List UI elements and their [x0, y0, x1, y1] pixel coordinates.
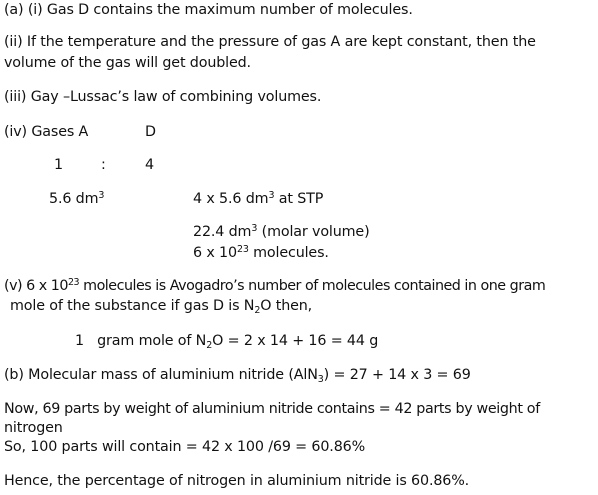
part-a-v-line1: (v) 6 x $10^{23}$ molecules is Avogadro’s number of molecules contained in one gram: [4, 277, 546, 294]
part-a-iii: (iii) Gay –Lussac’s law of combining volumes.: [4, 89, 322, 105]
molar-volume: 22.4 $dm^3$ (molar volume): [193, 223, 370, 240]
ratio-d: 4: [145, 157, 154, 173]
part-a-ii-line2: volume of the gas will get doubled.: [4, 55, 251, 71]
volume-a: 5.6 $dm^3$: [49, 190, 105, 207]
ratio-a: 1: [54, 157, 63, 173]
part-a-i: (a) (i) Gas D contains the maximum number of molecules.: [4, 2, 413, 18]
gas-d-header: D: [145, 124, 156, 140]
part-b-line2: Now, 69 parts by weight of aluminium nitride contains = 42 parts by weight of: [4, 401, 540, 417]
volume-d: 4 x 5.6 $dm^3$ at STP: [193, 190, 324, 207]
ratio-colon: :: [101, 157, 106, 173]
part-b-line4: So, 100 parts will contain = 42 x 100 /69 = 60.86%: [4, 439, 366, 455]
part-b-conclusion: Hence, the percentage of nitrogen in aluminium nitride is 60.86%.: [4, 473, 470, 489]
part-a-v-line2: mole of the substance if gas D is $N_2O$ then,: [10, 298, 313, 316]
gram-mole-equation: 1 gram mole of $N_2O = 2$ x 14 + 16 = 44 g: [75, 333, 379, 351]
part-b-line1: (b) Molecular mass of aluminium nitride (AlN$_3$) = 27 + 14 x 3 = 69: [4, 367, 471, 385]
molecules-count: 6 x $10^{23}$ molecules.: [193, 244, 329, 261]
part-b-line3: nitrogen: [4, 420, 63, 436]
part-a-ii-line1: (ii) If the temperature and the pressure of gas A are kept constant, then the: [4, 34, 536, 50]
part-a-iv-label: (iv) Gases A: [4, 124, 89, 140]
